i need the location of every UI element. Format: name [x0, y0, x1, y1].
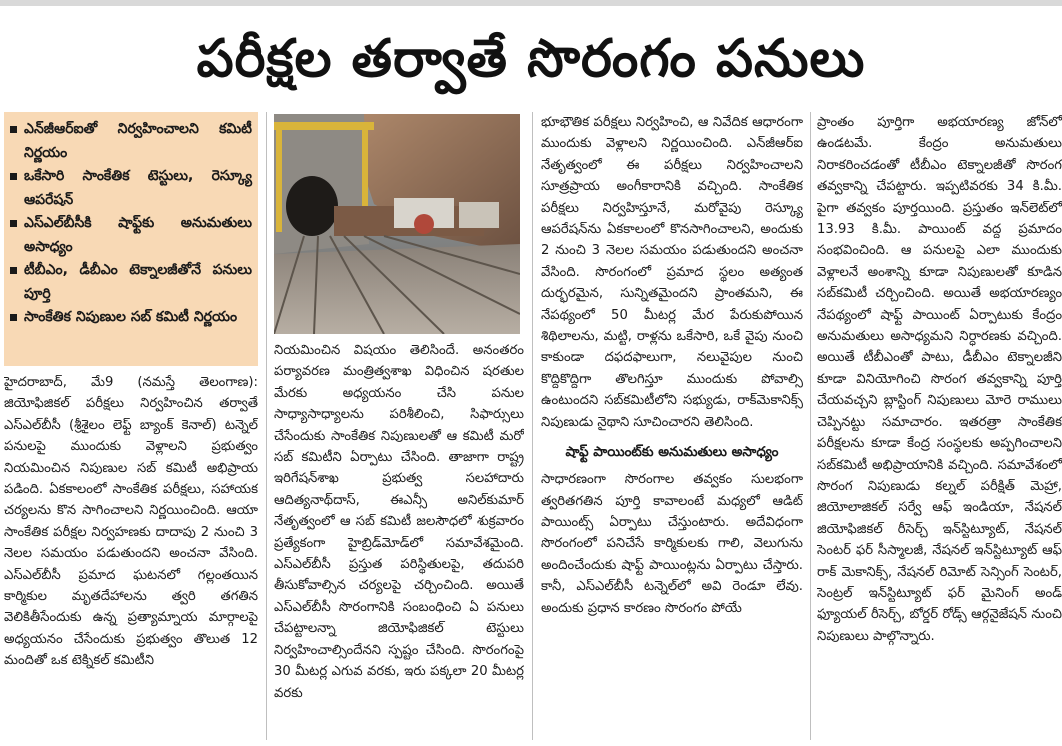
article-paragraph: హైదరాబాద్, మే9 (నమస్తే తెలంగాణ): జియోఫిజికల్ పరీక్షలు నిర్వహించిన తర్వాతే ఎస్‌ఎల్‌బీసీ (శ్రీశైలం లెఫ్ట్ బ్యాంక్ కెనాల్) టన్నెల్ పనులపై ముందుకు వెళ్లాలని ప్రభుత్వం నియమించిన నిపుణుల సబ్ కమిటీ అభిప్రాయ పడింది. ఏకకాలంలో సాంకేతిక పరీక్షలు, సహాయక చర్యలను కొన సాగించాలని నిర్ణయించింది. ఆయా సాంకేతిక పరీక్షల నిర్వహణకు దాదాపు 2 నుంచి 3 నెలల సమయం పడుతుందని అంచనా వేసింది. ఎస్‌ఎల్‌బీసీ ప్రమాద ఘటనలో గల్లంతయిన కార్మికుల మృతదేహాలను త్వరి తగతిన వెలికితీసేందుకు ఉన్న ప్రత్యామ్నాయ మార్గాలపై అధ్యయనం చేసేందుకు ప్రభుత్వం తొలుత 12 మందితో ఒక టెక్నికల్ కమిటీని	[4, 375, 258, 669]
square-bullet-icon	[10, 267, 17, 274]
tunnel-photo-illustration	[274, 114, 520, 334]
highlights-box	[4, 112, 258, 366]
highlight-text: సాంకేతిక నిపుణుల సబ్ కమిటీ నిర్ణయం	[24, 309, 238, 325]
square-bullet-icon	[10, 126, 17, 133]
highlight-text: ఒకేసారి సాంకేతిక టెస్టులు, రెస్క్యూ ఆపరేషన్	[24, 168, 252, 208]
column-2	[274, 340, 524, 740]
highlight-item	[8, 118, 252, 165]
tunnel-photo	[274, 114, 520, 334]
column-divider	[532, 112, 533, 740]
highlight-text: ఎస్‌ఎల్‌బీసీకి షాఫ్ట్‌కు అనుమతులు అసాధ్యం	[24, 215, 252, 255]
highlight-item	[8, 259, 252, 306]
square-bullet-icon	[10, 314, 17, 321]
article-paragraph: ప్రాంతం పూర్తిగా అభయారణ్య జోన్‌లో ఉండటమే. కేంద్రం అనుమతులు నిరాకరించడంతో టీబీఎం టెక్నాలజీతో సొరంగ తవ్వకాన్ని చేపట్టారు. ఇప్పటివరకు 34 కి.మీ. పైగా తవ్వకం పూర్తయింది. ప్రస్తుతం ఇన్‌లెట్‌లో 13.93 కి.మీ. పాయింట్ వద్ద ప్రమాదం సంభవించింది. ఆ పనులపై ఎలా ముందుకు వెళ్లాలనే అంశాన్ని కూడా నిపుణులతో కూడిన సబ్‌కమిటీ చర్చించింది. అయితే అభయారణ్యం నేపథ్యంలో షాఫ్ట్ పాయింట్ ఏర్పాటుకు కేంద్రం అనుమతులు అసాధ్యమని నిర్ధారణకు వచ్చింది. అయితే టీబీఎంతో పాటు, డీబీఎం టెక్నాలజీని కూడా వినియోగించి సొరంగ తవ్వకాన్ని పూర్తి చేయవచ్చని బ్లాస్టింగ్ నిపుణులు మోరె రాములు చెప్పినట్టు సమాచారం. ఇతరత్రా సాంకేతిక పరీక్షలను కూడా కేంద్ర సంస్థలకు అప్పగించాలని సబ్‌కమిటీ అభిప్రాయానికి వచ్చింది. సమావేశంలో సొరంగ నిపుణుడు కల్నల్ పరీక్షిత్ మెహ్రా, జియోలాజికల్ సర్వే ఆఫ్ ఇండియా, నేషనల్ జియోఫిజికల్ రీసెర్చ్ ఇన్‌స్టిట్యూట్, నేషనల్ సెంటర్ ఫర్ సీస్మాలజీ, నేషనల్ ఇన్‌స్టిట్యూట్ ఆఫ్ రాక్ మెకానిక్స్, నేషనల్ రిమోట్ సెన్సింగ్ సెంటర్, సెంట్రల్ ఇన్‌స్టిట్యూట్ ఫర్ మైనింగ్ అండ్ ఫ్యూయల్ రీసెర్చ్, బోర్డర్ రోడ్స్ ఆర్గనైజేషన్ నుంచి నిపుణులు పాల్గొన్నారు.	[817, 115, 1062, 644]
column-4	[817, 112, 1062, 740]
square-bullet-icon	[10, 173, 17, 180]
column-3	[541, 112, 803, 740]
square-bullet-icon	[10, 220, 17, 227]
highlight-text: ఎన్‌జీఆర్‌ఐతో నిర్వహించాలని కమిటీ నిర్ణయం	[24, 121, 252, 161]
article-paragraph: నియమించిన విషయం తెలిసిందే. అనంతరం పర్యావరణ మంత్రిత్వశాఖ విధించిన షరతుల మేరకు అధ్యయనం చేసి పనుల సాధ్యాసాధ్యాలను పరిశీలించి, సిఫార్సులు చేసేందుకు సాంకేతిక నిపుణులతో ఆ కమిటీ మరో సబ్ కమిటీని ఏర్పాటు చేసింది. తాజాగా రాష్ట్ర ఇరిగేషన్‌శాఖ ప్రభుత్వ సలహాదారు ఆదిత్యనాథ్‌దాస్, ఈఎన్సీ అనిల్‌కుమార్ నేతృత్వంలో ఆ సబ్ కమిటీ జలసౌధలో శుక్రవారం ప్రత్యేకంగా హైబ్రిడ్‌మోడ్‌లో సమావేశమైంది. ఎస్‌ఎల్‌బీసీ ప్రస్తుత పరిస్థితులపై, తదుపరి తీసుకోవాల్సిన చర్యలపై చర్చించింది. అయితే ఎస్‌ఎల్‌బీసీ సొరంగానికి సంబంధించి ఏ పనులు చేపట్టాలన్నా జియోఫిజికల్ టెస్టులు నిర్వహించాల్సిందేనని స్పష్టం చేసింది. సొరంగంపై 30 మీటర్ల ఎగువ వరకు, ఇరు పక్కలా 20 మీటర్ల వరకు	[274, 343, 524, 701]
article-paragraph: భూభౌతిక పరీక్షలు నిర్వహించి, ఆ నివేదిక ఆధారంగా ముందుకు వెళ్లాలని నిర్ణయించింది. ఎన్‌జీఆర్‌ఐ నేతృత్వంలో ఈ పరీక్షలు నిర్వహించాలని సూత్రప్రాయ అంగీకారానికి వచ్చింది. సాంకేతిక పరీక్షలు నిర్వహిస్తూనే, మరోవైపు రెస్క్యూ ఆపరేషన్‌ను ఏకకాలంలో కొనసాగించాలని, అందుకు 2 నుంచి 3 నెలల సమయం పడుతుందని అంచనా వేసింది. సొరంగంలో ప్రమాద స్థలం అత్యంత దుర్భరమైన, సున్నితమైందని ప్రాంతమని, ఈ నేపథ్యంలో 50 మీటర్ల మేర పేరుకుపోయిన శిథిలాలను, మట్టి, రాళ్లను ఒకేసారి, ఒకే వైపు నుంచి కాకుండా దఫదఫాలుగా, నలువైపుల నుంచి కొద్దికొద్దిగా తొలగిస్తూ ముందుకు పోవాల్సి ఉంటుందని సబ్‌కమిటీలోని సభ్యుడు, రాక్‌మెకానిక్స్ నిపుణుడు నైథాని సూచించారని తెలిసింది.	[541, 115, 803, 430]
highlight-item	[8, 165, 252, 212]
column-1	[4, 112, 258, 740]
highlight-item	[8, 306, 252, 330]
highlight-text: టీబీఎం, డీబీఎం టెక్నాలజీతోనే పనులు పూర్తి	[24, 262, 252, 302]
column-divider	[810, 112, 811, 740]
top-border	[0, 0, 1062, 6]
headline: పరీక్షల తర్వాతే సొరంగం పనులు	[196, 29, 866, 89]
subheading: షాఫ్ట్ పాయింట్‌కు అనుమతులు అసాధ్యం	[565, 444, 779, 461]
column-divider	[266, 112, 267, 740]
article-paragraph: సాధారణంగా సొరంగాల తవ్వకం సులభంగా త్వరితగతిన పూర్తి కావాలంటే మధ్యలో ఆడిట్ పాయింట్స్ ఏర్పాటు చేస్తుంటారు. అదేవిధంగా సొరంగంలో పనిచేసే కార్మికులకు గాలి, వెలుగును అందించేందుకు షాఫ్ట్ పాయింట్లను ఏర్పాటు చేస్తారు. కానీ, ఎస్‌ఎల్‌బీసీ టన్నెల్‌లో అవి రెండూ లేవు. అందుకు ప్రధాన కారణం సొరంగం పోయే	[541, 472, 803, 616]
highlight-item	[8, 212, 252, 259]
